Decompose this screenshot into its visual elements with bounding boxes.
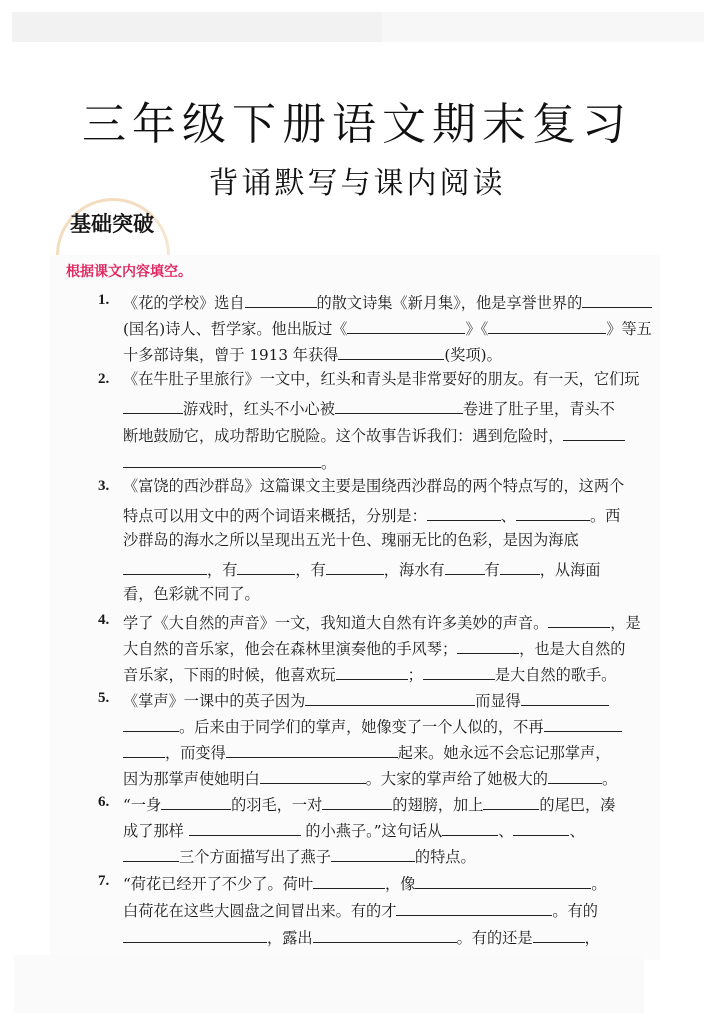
question-line — [123, 765, 617, 787]
fill-in-blank[interactable] — [445, 556, 485, 575]
fill-in-blank[interactable] — [442, 817, 498, 836]
question-text: 、 — [500, 507, 516, 525]
question-text: ，有 — [207, 561, 238, 579]
fill-in-blank[interactable] — [548, 609, 610, 628]
question-text: ，也是大自然的 — [519, 640, 626, 658]
fill-in-blank[interactable] — [533, 924, 585, 943]
question-text: 音乐家，下雨的时候，他喜欢玩 — [123, 666, 336, 684]
fill-in-blank[interactable] — [548, 765, 602, 784]
question-text: ； — [407, 666, 423, 684]
question-text: 断地鼓励它，成功帮助它脱险。这个故事告诉我们：遇到危险时， — [123, 427, 564, 445]
question-text: 卷进了肚子里，青头不 — [462, 400, 615, 418]
question-text: 。有的 — [552, 902, 598, 920]
question-text: ，有 — [295, 561, 326, 579]
question-line — [123, 289, 652, 311]
question-text: “一身 — [123, 796, 162, 814]
top-banner-segment — [12, 12, 382, 42]
question-text: 。西 — [589, 507, 621, 525]
instruction-text: 根据课文内容填空。 — [66, 264, 192, 280]
question-line — [123, 687, 609, 709]
fill-in-blank[interactable] — [415, 870, 591, 889]
fill-in-blank[interactable] — [336, 661, 408, 680]
question-text: 的小燕子。”这句话从 — [300, 822, 443, 840]
page-subtitle: 背诵默写与课内阅读 — [208, 166, 506, 201]
question-text: 《富饶的西沙群岛》这篇课文主要是围绕西沙群岛的两个特点写的，这两个 — [123, 477, 625, 495]
question-text: 。 — [591, 875, 607, 893]
question-text: 看，色彩就不同了。 — [123, 585, 260, 603]
question-line — [123, 449, 336, 471]
question-text: ，而变得 — [165, 744, 226, 762]
question-line — [123, 502, 620, 524]
fill-in-blank[interactable] — [260, 765, 366, 784]
question-number: 5. — [98, 690, 110, 706]
question-number: 7. — [98, 873, 110, 889]
question-text: 的散文诗集《新月集》，他是享誉世界的 — [316, 294, 583, 312]
fill-in-blank[interactable] — [521, 687, 609, 706]
question-number: 2. — [98, 371, 110, 387]
fill-in-blank[interactable] — [226, 739, 398, 758]
question-text: 的羽毛，一对 — [231, 796, 323, 814]
question-text: 》等五 — [606, 320, 652, 338]
question-line — [123, 817, 585, 839]
fill-in-blank[interactable] — [313, 924, 457, 943]
question-text: ，海水有 — [383, 561, 445, 579]
question-text: 《掌声》一课中的英子因为 — [123, 692, 306, 710]
question-text: 、 — [498, 822, 514, 840]
fill-in-blank[interactable] — [237, 556, 295, 575]
question-text: (国名)诗人、哲学家。他出版过《 — [123, 320, 348, 338]
fill-in-blank[interactable] — [347, 315, 465, 334]
question-text: 的翅膀，加上 — [392, 796, 484, 814]
question-line — [123, 315, 652, 337]
fill-in-blank[interactable] — [427, 502, 501, 521]
question-text: 、 — [569, 822, 585, 840]
page-title: 三年级下册语文期末复习 — [82, 99, 632, 150]
fill-in-blank[interactable] — [396, 897, 552, 916]
question-line — [123, 609, 641, 631]
fill-in-blank[interactable] — [563, 422, 625, 441]
question-text: ，像 — [385, 875, 416, 893]
question-line — [123, 924, 600, 946]
fill-in-blank[interactable] — [123, 556, 207, 575]
question-line — [123, 422, 625, 444]
question-number: 1. — [98, 292, 110, 308]
question-text: 起来。她永远不会忘记那掌声， — [397, 744, 611, 762]
question-line — [123, 635, 625, 657]
question-text: 大自然的音乐家，他会在森林里演奏他的手风琴； — [123, 640, 458, 658]
question-text: 。后来由于同学们的掌声，她像变了一个人似的，不再 — [179, 718, 544, 736]
question-text: 。 — [321, 454, 337, 472]
question-number: 3. — [98, 478, 110, 494]
question-line — [123, 791, 615, 813]
fill-in-blank[interactable] — [123, 843, 179, 862]
fill-in-blank[interactable] — [305, 687, 475, 706]
question-text: 十多部诗集，曾于 1913 年获得 — [123, 346, 339, 364]
question-text: (奖项)。 — [444, 346, 502, 364]
question-text: 是大自然的歌手。 — [494, 666, 617, 684]
question-number: 6. — [98, 794, 110, 810]
fill-in-blank[interactable] — [322, 791, 392, 810]
question-text: “荷花已经开了不少了。荷叶 — [123, 875, 314, 893]
question-line — [123, 897, 598, 919]
question-line — [123, 368, 639, 390]
question-text: 的特点。 — [414, 848, 476, 866]
question-text: 游戏时，红头不小心被 — [183, 400, 335, 418]
fill-in-blank[interactable] — [331, 843, 415, 862]
question-line — [123, 556, 600, 578]
question-number: 4. — [98, 612, 110, 628]
fill-in-blank[interactable] — [423, 661, 495, 680]
question-line — [123, 341, 502, 363]
question-text: 特点可以用文中的两个词语来概括，分别是： — [123, 507, 427, 525]
question-line — [123, 583, 260, 605]
fill-in-blank[interactable] — [123, 924, 267, 943]
question-text: ， — [584, 929, 600, 947]
question-line — [123, 713, 622, 735]
question-text: 白荷花在这些大圆盘之间冒出来。有的才 — [123, 902, 397, 920]
fill-in-blank[interactable] — [123, 449, 321, 468]
question-text: ，是 — [610, 614, 641, 632]
question-text: 。有的还是 — [456, 929, 533, 947]
fill-in-blank[interactable] — [123, 395, 183, 414]
bottom-blank-area — [14, 955, 644, 1013]
question-line — [123, 843, 476, 865]
question-line — [123, 475, 624, 497]
fill-in-blank[interactable] — [457, 635, 519, 654]
fill-in-blank[interactable] — [483, 791, 539, 810]
question-text: ，从海面 — [539, 561, 601, 579]
fill-in-blank[interactable] — [582, 289, 652, 308]
fill-in-blank[interactable] — [544, 713, 622, 732]
question-line — [123, 870, 607, 892]
fill-in-blank[interactable] — [189, 817, 301, 836]
fill-in-blank[interactable] — [335, 395, 463, 414]
question-line — [123, 529, 579, 551]
question-text: 而显得 — [475, 692, 521, 710]
question-text: 的尾巴，凑 — [539, 796, 616, 814]
fill-in-blank[interactable] — [500, 556, 540, 575]
question-text: 《花的学校》选自 — [123, 294, 245, 312]
question-text: 《在牛肚子里旅行》一文中，红头和青头是非常要好的朋友。有一天，它们玩 — [123, 370, 640, 388]
fill-in-blank[interactable] — [488, 315, 606, 334]
question-line — [123, 661, 616, 683]
fill-in-blank[interactable] — [123, 739, 165, 758]
fill-in-blank[interactable] — [513, 817, 569, 836]
fill-in-blank[interactable] — [123, 713, 179, 732]
question-text: 沙群岛的海水之所以呈现出五光十色、瑰丽无比的色彩，是因为海底 — [123, 531, 579, 549]
question-text: 因为那掌声使她明白 — [123, 770, 260, 788]
question-text: 学了《大自然的声音》一文，我知道大自然有许多美妙的声音。 — [123, 614, 549, 632]
question-line — [123, 395, 615, 417]
fill-in-blank[interactable] — [161, 791, 231, 810]
question-line — [123, 739, 610, 761]
fill-in-blank[interactable] — [313, 870, 385, 889]
question-text: 三个方面描写出了燕子 — [179, 848, 331, 866]
fill-in-blank[interactable] — [338, 341, 444, 360]
fill-in-blank[interactable] — [326, 556, 384, 575]
question-text: 有 — [484, 561, 500, 579]
fill-in-blank[interactable] — [516, 502, 590, 521]
section-title: 基础突破 — [70, 212, 154, 236]
question-text: 。 — [601, 770, 618, 788]
question-text: ，露出 — [267, 929, 313, 947]
top-banner — [12, 12, 704, 42]
fill-in-blank[interactable] — [245, 289, 317, 308]
question-text: 》《 — [465, 320, 489, 338]
question-text: 成了那样 — [123, 822, 189, 840]
question-text: 。大家的掌声给了她极大的 — [365, 770, 548, 788]
